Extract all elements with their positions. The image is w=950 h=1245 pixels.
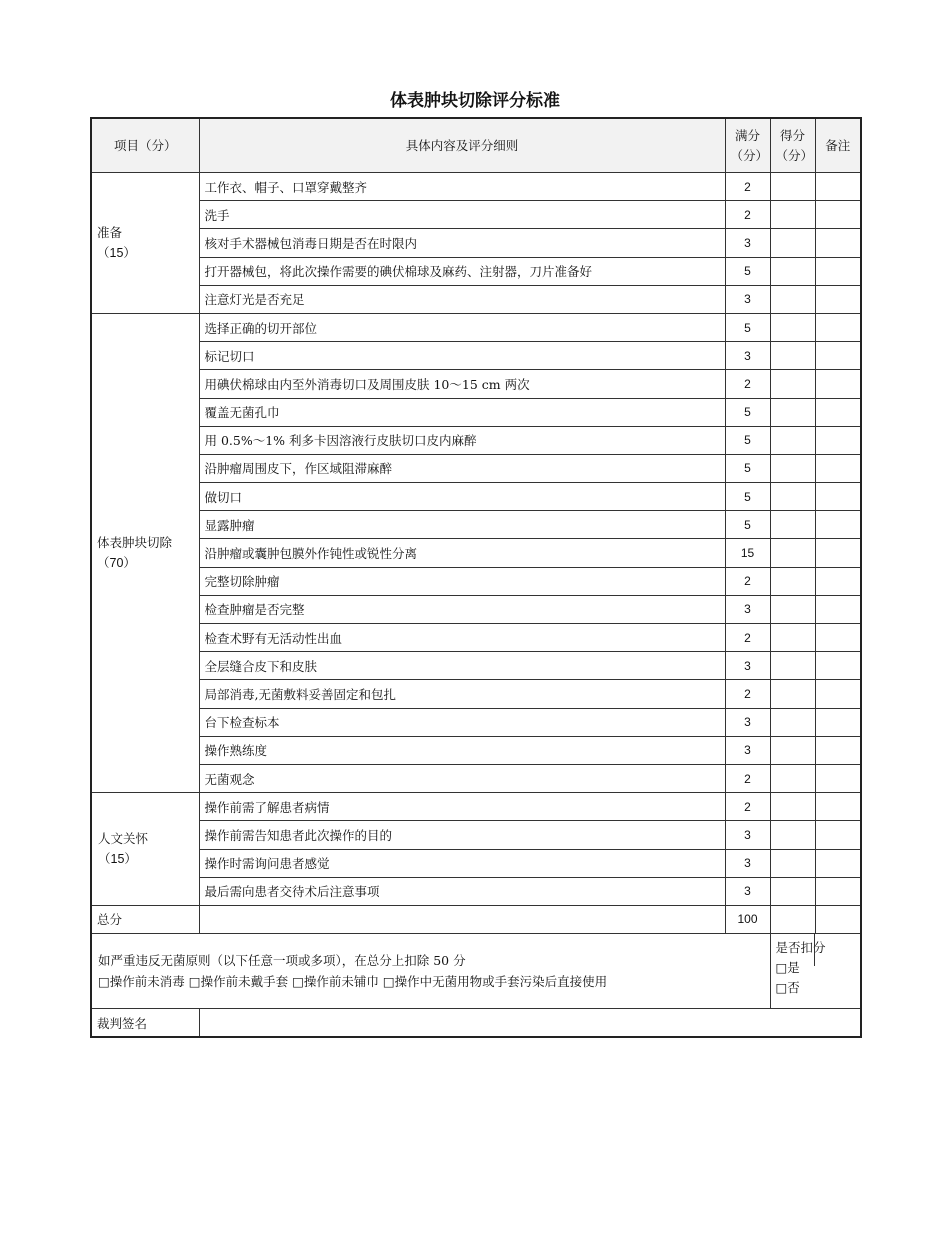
- table-row: [91, 708, 861, 736]
- criterion-text: 做切口: [199, 483, 725, 511]
- criterion-text: 操作熟练度: [199, 736, 725, 764]
- criterion-full-score: 2: [725, 624, 770, 652]
- criterion-full-score: 2: [725, 567, 770, 595]
- sections-body: [91, 173, 861, 906]
- criterion-earned-score[interactable]: [770, 821, 815, 849]
- criterion-earned-score[interactable]: [770, 342, 815, 370]
- criterion-earned-score[interactable]: [770, 624, 815, 652]
- criterion-note[interactable]: [815, 652, 861, 680]
- criterion-note[interactable]: [815, 877, 861, 905]
- criterion-note[interactable]: [815, 313, 861, 341]
- criterion-text: 局部消毒,无菌敷料妥善固定和包扎: [199, 680, 725, 708]
- criterion-earned-score[interactable]: [770, 201, 815, 229]
- criterion-earned-score[interactable]: [770, 764, 815, 792]
- table-row: [91, 257, 861, 285]
- criterion-full-score: 5: [725, 426, 770, 454]
- criterion-text: 标记切口: [199, 342, 725, 370]
- criterion-note[interactable]: [815, 483, 861, 511]
- criterion-earned-score[interactable]: [770, 426, 815, 454]
- criterion-note[interactable]: [815, 201, 861, 229]
- criterion-earned-score[interactable]: [770, 313, 815, 341]
- table-row: [91, 229, 861, 257]
- criterion-note[interactable]: [815, 680, 861, 708]
- criterion-full-score: 5: [725, 511, 770, 539]
- criterion-full-score: 3: [725, 708, 770, 736]
- table-row: [91, 370, 861, 398]
- criterion-note[interactable]: [815, 342, 861, 370]
- criterion-note[interactable]: [815, 567, 861, 595]
- criterion-text: 用 0.5%～1% 利多卡因溶液行皮肤切口皮内麻醉: [199, 426, 725, 454]
- criterion-note[interactable]: [815, 454, 861, 482]
- criterion-full-score: 3: [725, 652, 770, 680]
- penalty-rule: 如严重违反无菌原则（以下任意一项或多项），在总分上扣除 50 分: [98, 953, 466, 969]
- table-row: [91, 680, 861, 708]
- criterion-full-score: 5: [725, 483, 770, 511]
- criterion-note[interactable]: [815, 398, 861, 426]
- criterion-earned-score[interactable]: [770, 285, 815, 313]
- criterion-text: 无菌观念: [199, 764, 725, 792]
- table-row: [91, 342, 861, 370]
- criterion-text: 洗手: [199, 201, 725, 229]
- criterion-text: 操作前需了解患者病情: [199, 793, 725, 821]
- criterion-earned-score[interactable]: [770, 454, 815, 482]
- criterion-note[interactable]: [815, 793, 861, 821]
- table-row: [91, 793, 861, 821]
- criterion-earned-score[interactable]: [770, 173, 815, 201]
- criterion-earned-score[interactable]: [770, 511, 815, 539]
- criterion-full-score: 3: [725, 595, 770, 623]
- table-row: [91, 595, 861, 623]
- criterion-earned-score[interactable]: [770, 793, 815, 821]
- criterion-text: 工作衣、帽子、口罩穿戴整齐: [199, 173, 725, 201]
- penalty-yes-checkbox[interactable]: □是: [775, 960, 800, 976]
- total-earned-cell[interactable]: [770, 905, 815, 933]
- total-note-cell[interactable]: [815, 905, 861, 933]
- criterion-text: 检查术野有无活动性出血: [199, 624, 725, 652]
- table-row: [91, 539, 861, 567]
- criterion-note[interactable]: [815, 764, 861, 792]
- table-row: [91, 652, 861, 680]
- criterion-earned-score[interactable]: [770, 370, 815, 398]
- header-row: [91, 118, 861, 173]
- penalty-decision: [770, 934, 861, 1009]
- penalty-text: [91, 934, 770, 1009]
- header-content: 具体内容及评分细则: [199, 118, 725, 173]
- criterion-earned-score[interactable]: [770, 652, 815, 680]
- criterion-full-score: 5: [725, 398, 770, 426]
- table-row: [91, 426, 861, 454]
- criterion-earned-score[interactable]: [770, 595, 815, 623]
- penalty-decision-label: 是否扣分: [775, 940, 826, 956]
- criterion-note[interactable]: [815, 229, 861, 257]
- criterion-full-score: 3: [725, 849, 770, 877]
- criterion-full-score: 3: [725, 342, 770, 370]
- criterion-earned-score[interactable]: [770, 539, 815, 567]
- criterion-full-score: 15: [725, 539, 770, 567]
- criterion-text: 检查肿瘤是否完整: [199, 595, 725, 623]
- criterion-note[interactable]: [815, 173, 861, 201]
- criterion-full-score: 3: [725, 229, 770, 257]
- criterion-note[interactable]: [815, 595, 861, 623]
- table-row: [91, 849, 861, 877]
- header-item: 项目（分）: [91, 118, 199, 173]
- criterion-full-score: 5: [725, 313, 770, 341]
- total-row: [91, 905, 861, 933]
- table-row: [91, 173, 861, 201]
- table-row: [91, 736, 861, 764]
- criterion-text: 台下检查标本: [199, 708, 725, 736]
- criterion-note[interactable]: [815, 539, 861, 567]
- signature-field[interactable]: [199, 1009, 861, 1038]
- criterion-full-score: 5: [725, 454, 770, 482]
- section-points: （15）: [97, 245, 136, 260]
- penalty-options[interactable]: □操作前未消毒 □操作前未戴手套 □操作前未铺巾 □操作中无菌用物或手套污染后直接使用: [98, 974, 608, 990]
- table-row: [91, 821, 861, 849]
- page-title: 体表肿块切除评分标准: [390, 91, 560, 111]
- table-row: [91, 764, 861, 792]
- scoring-table: [90, 117, 862, 1038]
- section-label: [91, 793, 199, 906]
- section-points: （70）: [97, 556, 136, 571]
- criterion-full-score: 2: [725, 680, 770, 708]
- criterion-text: 覆盖无菌孔巾: [199, 398, 725, 426]
- table-row: [91, 398, 861, 426]
- criterion-text: 全层缝合皮下和皮肤: [199, 652, 725, 680]
- penalty-row: [91, 934, 861, 1009]
- table-row: [91, 454, 861, 482]
- criterion-earned-score[interactable]: [770, 398, 815, 426]
- total-full-score: 100: [725, 905, 770, 933]
- criterion-text: 沿肿瘤或囊肿包膜外作钝性或锐性分离: [199, 539, 725, 567]
- header-earned-score: 得分 （分）: [770, 118, 815, 173]
- criterion-full-score: 5: [725, 257, 770, 285]
- criterion-full-score: 3: [725, 877, 770, 905]
- table-row: [91, 877, 861, 905]
- criterion-earned-score[interactable]: [770, 257, 815, 285]
- table-row: [91, 313, 861, 341]
- criterion-full-score: 3: [725, 736, 770, 764]
- header-note: 备注: [815, 118, 861, 173]
- section-label: [91, 313, 199, 792]
- criterion-full-score: 2: [725, 764, 770, 792]
- criterion-note[interactable]: [815, 370, 861, 398]
- criterion-text: 用碘伏棉球由内至外消毒切口及周围皮肤 10～15 cm 两次: [199, 370, 725, 398]
- criterion-text: 操作时需询问患者感觉: [199, 849, 725, 877]
- criterion-note[interactable]: [815, 426, 861, 454]
- total-content-cell: [199, 905, 725, 933]
- criterion-full-score: 3: [725, 821, 770, 849]
- criterion-note[interactable]: [815, 257, 861, 285]
- criterion-full-score: 2: [725, 173, 770, 201]
- criterion-text: 选择正确的切开部位: [199, 313, 725, 341]
- criterion-full-score: 3: [725, 285, 770, 313]
- header-full-score: 满分 （分）: [725, 118, 770, 173]
- criterion-text: 注意灯光是否充足: [199, 285, 725, 313]
- criterion-text: 最后需向患者交待术后注意事项: [199, 877, 725, 905]
- section-name: 体表肿块切除: [97, 535, 173, 551]
- criterion-note[interactable]: [815, 821, 861, 849]
- criterion-note[interactable]: [815, 285, 861, 313]
- criterion-note[interactable]: [815, 736, 861, 764]
- criterion-note[interactable]: [815, 511, 861, 539]
- criterion-earned-score[interactable]: [770, 736, 815, 764]
- section-name: 人文关怀: [98, 831, 149, 846]
- criterion-earned-score[interactable]: [770, 680, 815, 708]
- table-row: [91, 511, 861, 539]
- criterion-full-score: 2: [725, 201, 770, 229]
- table-row: [91, 285, 861, 313]
- criterion-earned-score[interactable]: [770, 567, 815, 595]
- criterion-full-score: 2: [725, 370, 770, 398]
- total-label: 总分: [91, 905, 199, 933]
- table-row: [91, 624, 861, 652]
- criterion-earned-score[interactable]: [770, 229, 815, 257]
- criterion-text: 核对手术器械包消毒日期是否在时限内: [199, 229, 725, 257]
- section-points: （15）: [98, 852, 137, 866]
- criterion-note[interactable]: [815, 849, 861, 877]
- criterion-text: 打开器械包，将此次操作需要的碘伏棉球及麻药、注射器，刀片准备好: [199, 257, 725, 285]
- criterion-text: 完整切除肿瘤: [199, 567, 725, 595]
- table-row: [91, 567, 861, 595]
- criterion-note[interactable]: [815, 708, 861, 736]
- criterion-earned-score[interactable]: [770, 877, 815, 905]
- signature-row: [91, 1009, 861, 1038]
- criterion-earned-score[interactable]: [770, 708, 815, 736]
- criterion-earned-score[interactable]: [770, 483, 815, 511]
- criterion-full-score: 2: [725, 793, 770, 821]
- criterion-text: 操作前需告知患者此次操作的目的: [199, 821, 725, 849]
- criterion-text: 显露肿瘤: [199, 511, 725, 539]
- section-label: [91, 173, 199, 314]
- table-row: [91, 201, 861, 229]
- section-name: 准备: [97, 224, 123, 240]
- criterion-text: 沿肿瘤周围皮下，作区域阻滞麻醉: [199, 454, 725, 482]
- table-row: [91, 483, 861, 511]
- penalty-divider: [814, 934, 815, 966]
- criterion-earned-score[interactable]: [770, 849, 815, 877]
- signature-label: 裁判签名: [91, 1009, 199, 1038]
- criterion-note[interactable]: [815, 624, 861, 652]
- penalty-no-checkbox[interactable]: □否: [775, 980, 800, 996]
